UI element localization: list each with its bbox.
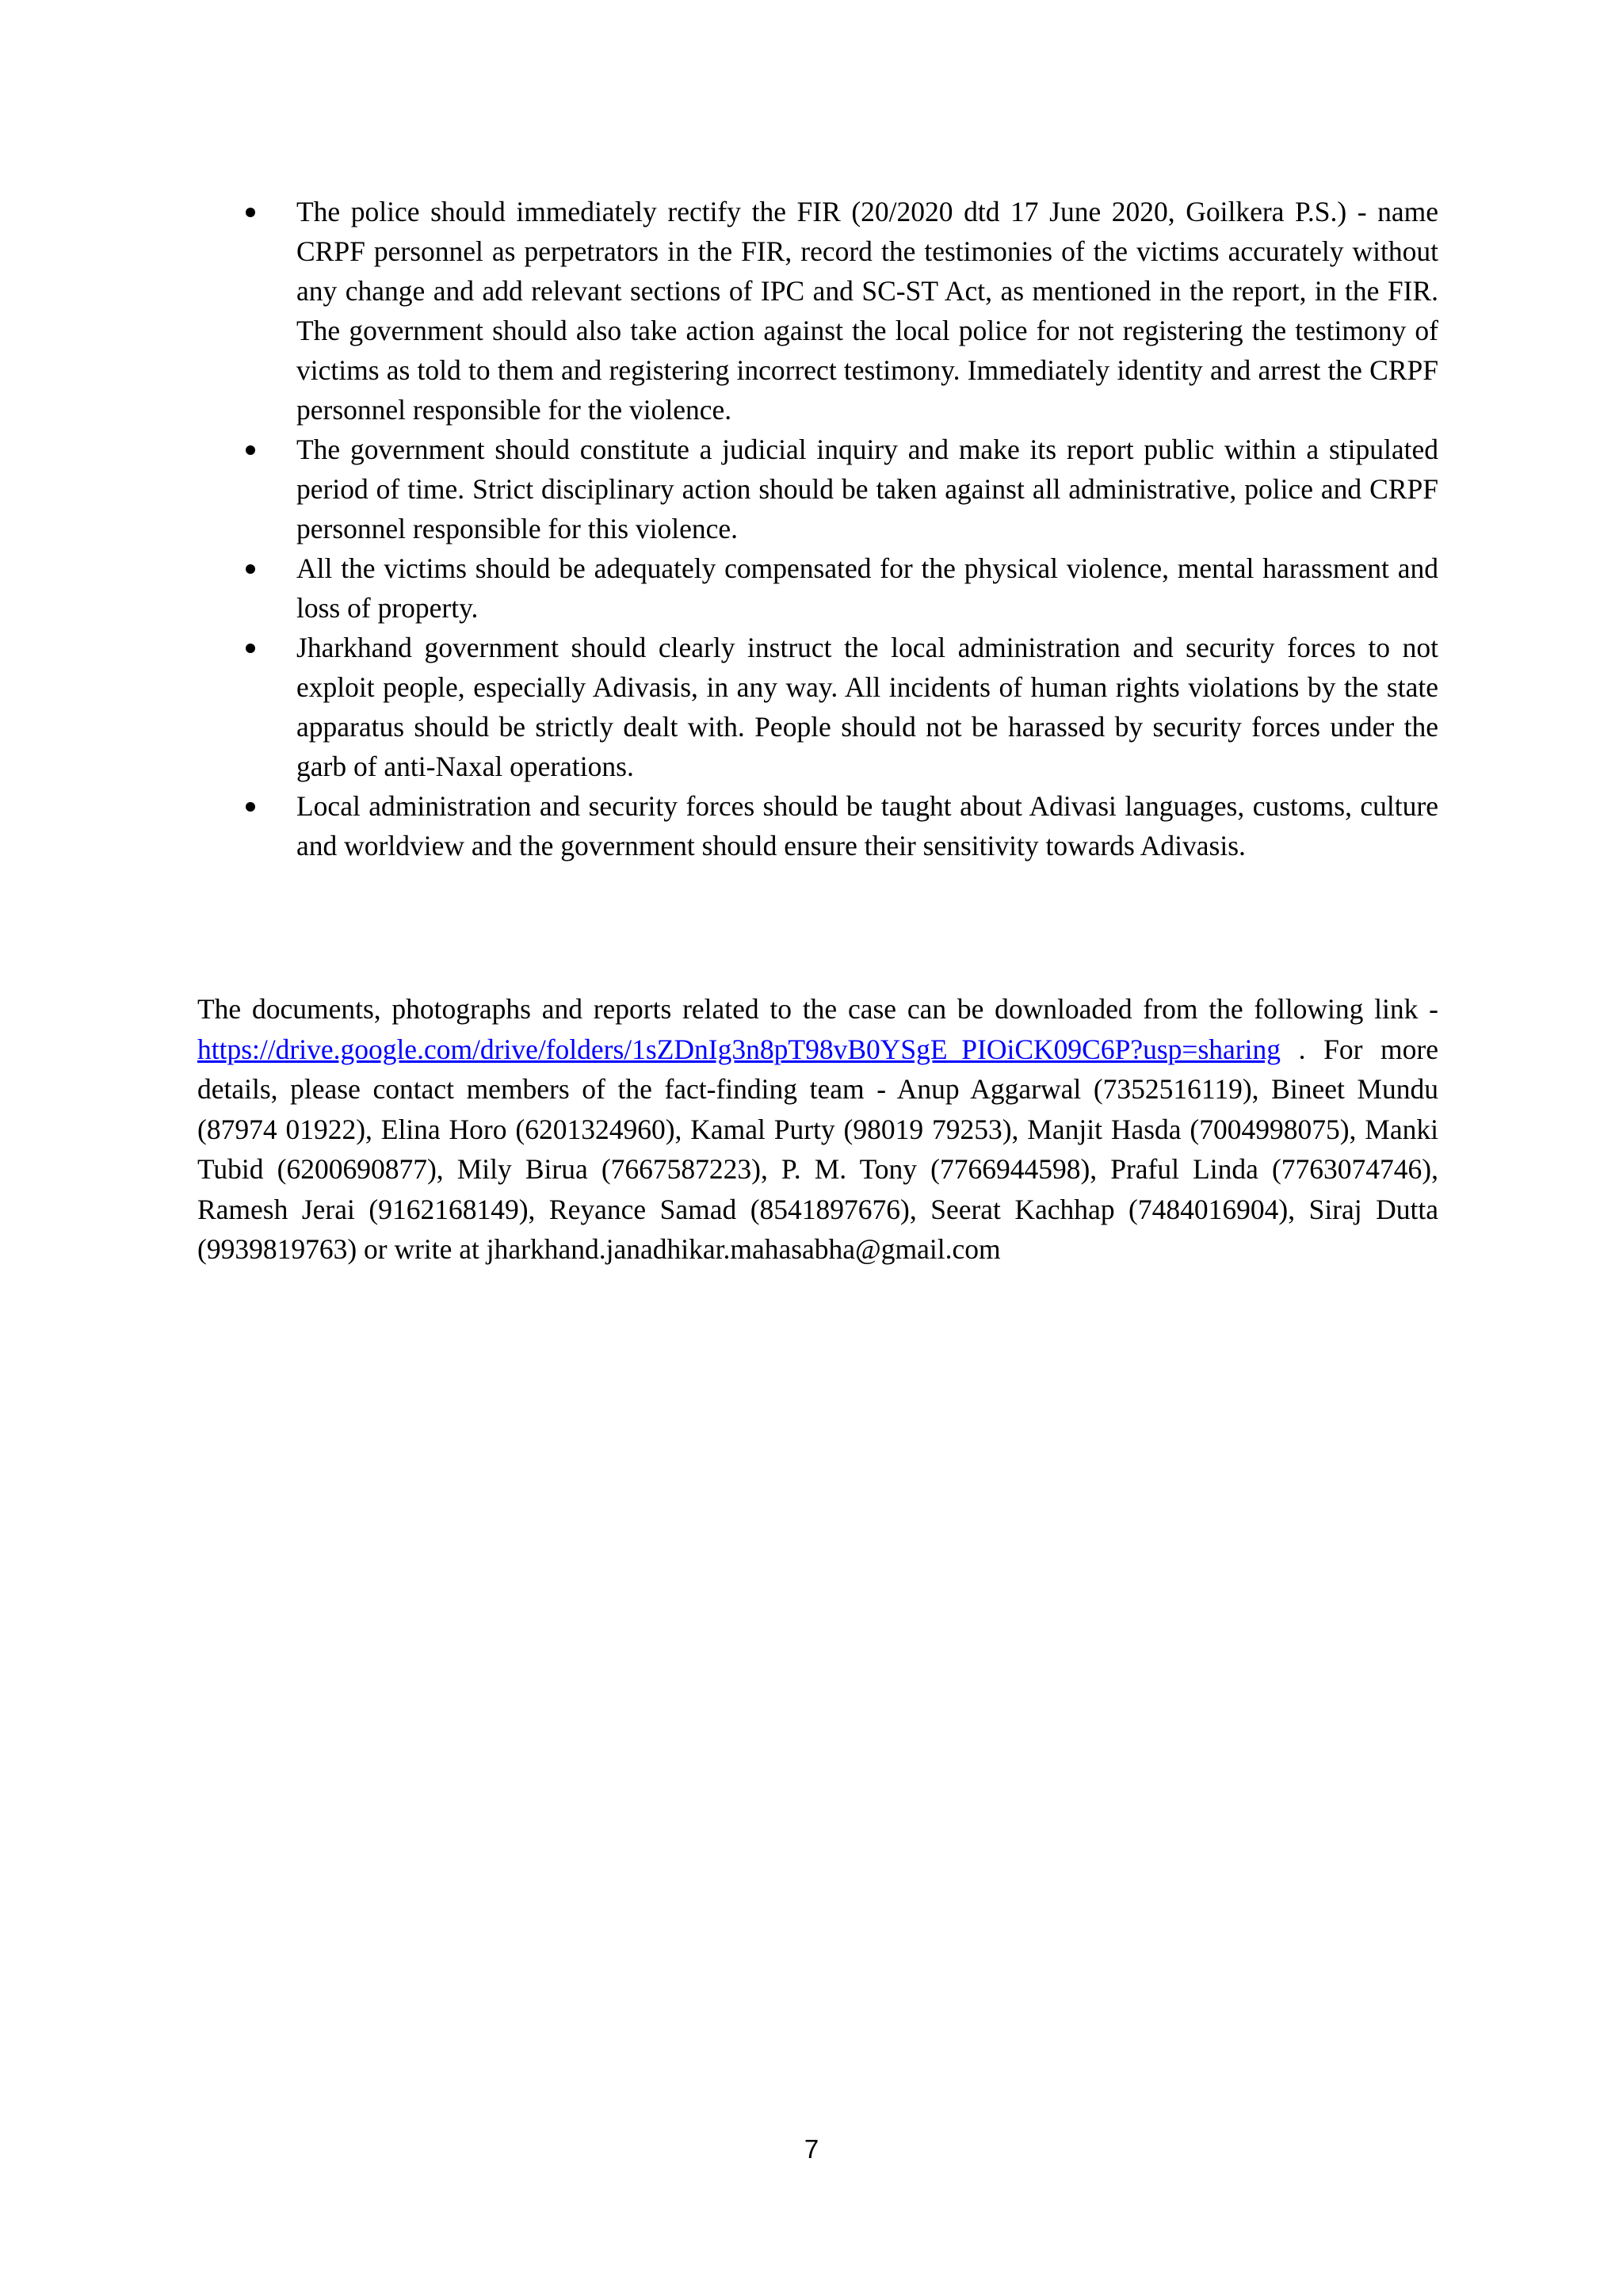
bullet-icon — [246, 208, 255, 217]
recommendation-text: The government should constitute a judicial inquiry and make its report public within a stipulated period of time. Strict disciplinary action should be taken against all administrative, police and CRPF personnel responsible for this violence. — [296, 434, 1438, 544]
bullet-icon — [246, 644, 255, 653]
recommendation-item — [238, 786, 1438, 865]
drive-link[interactable]: https://drive.google.com/drive/folders/1sZDnIg3n8pT98vB0YSgE_PIOiCK09C6P?usp=sharing — [197, 1033, 1281, 1065]
contact-email: jharkhand.janadhikar.mahasabha@gmail.com — [486, 1233, 1001, 1265]
recommendation-text: The police should immediately rectify the FIR (20/2020 dtd 17 June 2020, Goilkera P.S.) - name CRPF personnel as perpetrators in the FIR, record the testimonies of the victims accurately without any change and add relevant sections of IPC and SC-ST Act, as mentioned in the report, in the FIR. The government should also take action against the local police for not registering the testimony of victims as told to them and registering incorrect testimony. Immediately identity and arrest the CRPF personnel responsible for the violence. — [296, 196, 1438, 426]
recommendation-item — [238, 430, 1438, 548]
recommendation-item — [238, 192, 1438, 430]
contact-details: . For more details, please contact members of the fact-finding team - Anup Aggarwal (7352516119), Bineet Mundu (87974 01922), Elina Horo (6201324960), Kamal Purty (98019 79253), Manjit Hasda (7004998075), Manki Tubid (6200690877), Mily Birua (7667587223), P. M. Tony (7766944598), Praful Linda (7763074746), Ramesh Jerai (9162168149), Reyance Samad (8541897676), Seerat Kachhap (7484016904), Siraj Dutta (9939819763) or write at — [197, 1033, 1438, 1265]
bullet-icon — [246, 445, 255, 455]
bullet-icon — [246, 802, 255, 812]
recommendation-text: All the victims should be adequately compensated for the physical violence, mental harassment and loss of property. — [296, 552, 1438, 624]
recommendation-text: Jharkhand government should clearly instruct the local administration and security forces to not exploit people, especially Adivasis, in any way. All incidents of human rights violations by the state apparatus should be strictly dealt with. People should not be harassed by security forces under the garb of anti-Naxal operations. — [296, 632, 1438, 782]
contact-paragraph — [197, 989, 1438, 1270]
recommendations-list — [238, 192, 1438, 865]
contact-intro: The documents, photographs and reports related to the case can be downloaded from the following link - — [197, 993, 1438, 1025]
bullet-icon — [246, 564, 255, 574]
recommendation-text: Local administration and security forces should be taught about Adivasi languages, customs, culture and worldview and the government should ensure their sensitivity towards Adivasis. — [296, 790, 1438, 861]
page-number: 7 — [804, 2134, 819, 2164]
recommendation-item — [238, 628, 1438, 786]
recommendation-item — [238, 548, 1438, 628]
